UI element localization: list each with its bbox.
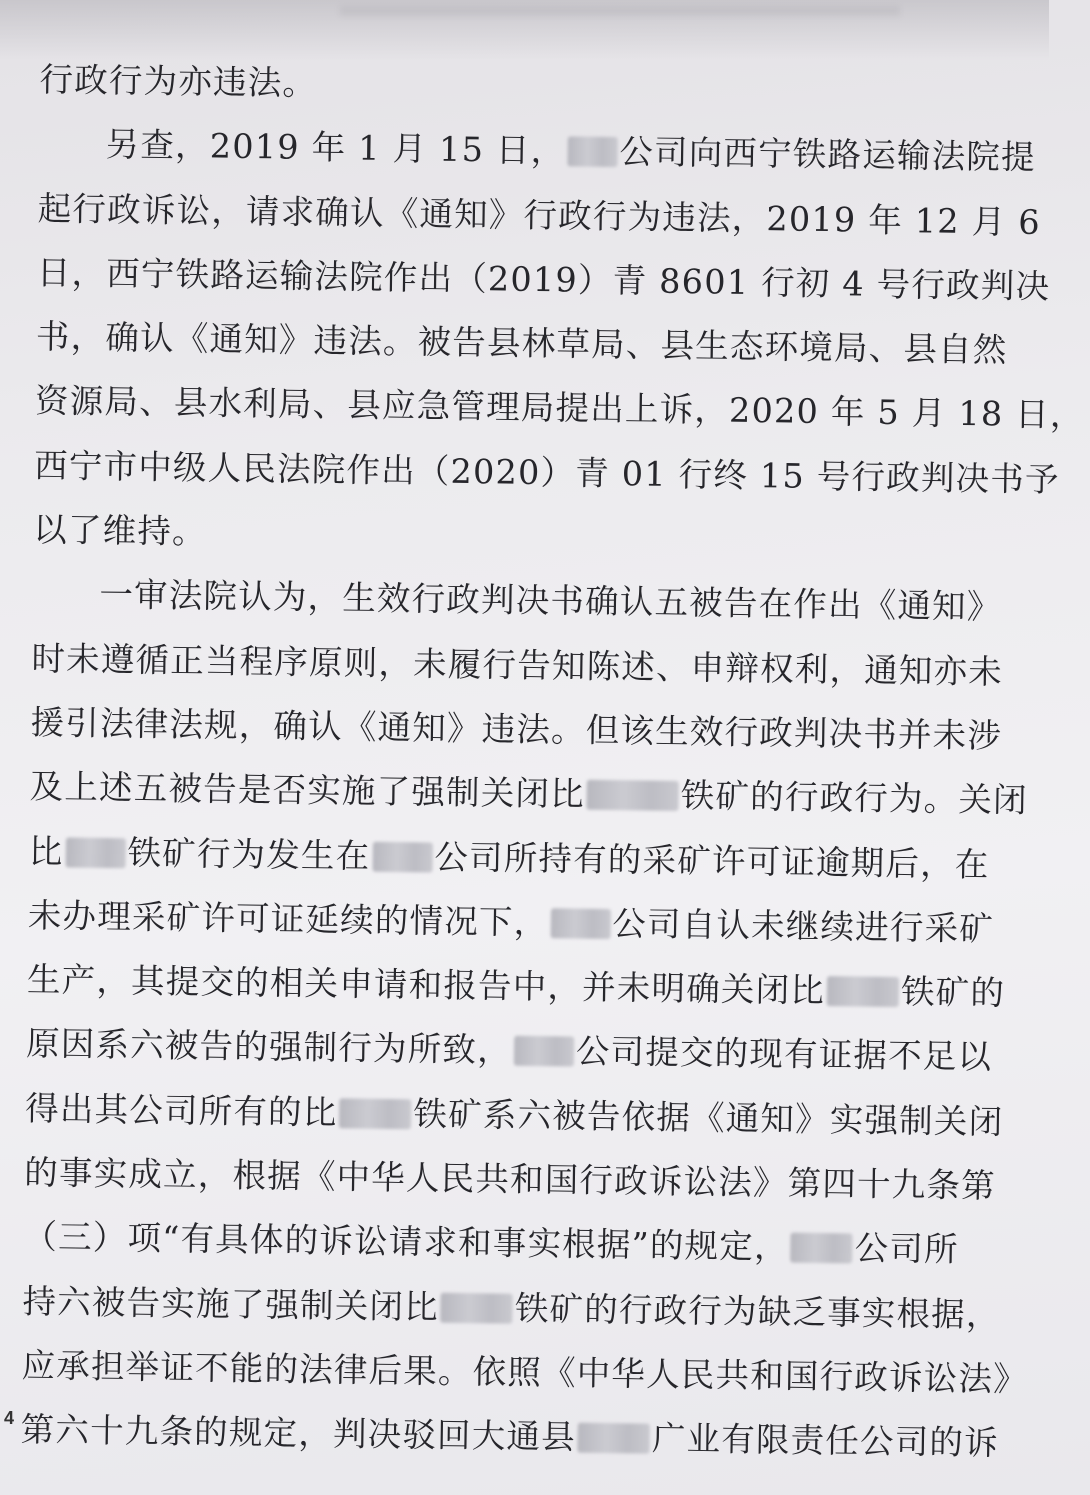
text-segment: 铁矿的 — [900, 972, 1006, 1013]
text-segment: 铁矿行为发生在 — [127, 832, 371, 876]
text-line — [20, 1398, 1000, 1476]
text-segment: 应承担举证不能的法律后果。依照《中华人民共和国行政诉讼法》 — [21, 1345, 1029, 1399]
text-segment: 铁矿的行政行为。关闭 — [680, 776, 1029, 821]
page-number: 4 — [4, 1408, 15, 1428]
redaction-blur — [567, 137, 617, 168]
text-segment: 行政行为亦违法。 — [39, 59, 318, 103]
text-segment: 以了维持。 — [33, 510, 208, 552]
redaction-blur — [578, 1423, 650, 1454]
text-segment: 原因系六被告的强制行为所致， — [25, 1024, 513, 1071]
text-segment: 援引法律法规，确认《通知》违法。但该生效行政判决书并未涉 — [30, 702, 1003, 756]
text-segment: 生产，其提交的相关申请和报告中，并未明确关闭比 — [26, 960, 826, 1011]
redaction-blur — [372, 841, 432, 872]
text-segment: 公司自认未继续进行采矿 — [612, 903, 995, 949]
redaction-blur — [550, 908, 610, 939]
text-segment: 的事实成立，根据《中华人民共和国行政诉讼法》第四十九条第 — [24, 1152, 997, 1206]
text-segment: 公司所持有的采矿许可证逾期后，在 — [434, 837, 990, 884]
redaction-blur — [65, 837, 125, 868]
text-segment: 日，西宁铁路运输法院作出（2019）青 8601 行初 4 号行政判决 — [36, 252, 1051, 307]
text-segment: 公司所 — [854, 1228, 960, 1270]
bleed-through-text — [340, 6, 900, 16]
text-segment: （三）项“有具体的诉讼请求和事实根据”的规定， — [23, 1217, 789, 1267]
text-segment: 及上述五被告是否实施了强制关闭比 — [29, 767, 586, 814]
redaction-blur — [441, 1292, 513, 1323]
redaction-blur — [514, 1036, 574, 1067]
text-segment: 得出其公司所有的比 — [24, 1088, 338, 1133]
text-segment: 资源局、县水利局、县应急管理局提出上诉，2020 年 5 月 18 日， — [34, 381, 1085, 436]
text-segment: 另查，2019 年 1 月 15 日， — [105, 125, 566, 171]
document-body — [20, 48, 1085, 1476]
text-segment: 公司向西宁铁路运输法院提 — [619, 132, 1036, 178]
text-segment: 起行政诉讼，请求确认《通知》行政行为违法，2019 年 12 月 6 — [37, 188, 1042, 242]
text-segment: 书，确认《通知》违法。被告县林草局、县生态环境局、县自然 — [35, 317, 1008, 370]
redaction-blur — [587, 780, 679, 811]
text-segment: 时未遵循正当程序原则，未履行告知陈述、申辩权利，通知亦未 — [31, 638, 1004, 692]
text-segment: 一审法院认为，生效行政判决书确认五被告在作出《通知》 — [99, 575, 1002, 627]
text-segment: 铁矿的行政行为缺乏事实根据， — [514, 1288, 1001, 1335]
text-segment: 铁矿系六被告依据《通知》实强制关闭 — [413, 1094, 1004, 1142]
text-segment: 广业有限责任公司的诉 — [651, 1418, 1000, 1463]
redaction-blur — [827, 976, 899, 1007]
redaction-blur — [339, 1098, 411, 1129]
text-segment: 西宁市中级人民法院作出（2020）青 01 行终 15 号行政判决书予 — [33, 445, 1060, 500]
text-segment: 未办理采矿许可证延续的情况下， — [27, 895, 549, 943]
redaction-blur — [790, 1233, 852, 1264]
text-segment: 持六被告实施了强制关闭比 — [22, 1281, 440, 1327]
text-segment: 比 — [28, 831, 64, 871]
text-segment: 公司提交的现有证据不足以 — [575, 1032, 993, 1077]
text-segment: 第六十九条的规定，判决驳回大通县 — [20, 1410, 577, 1457]
